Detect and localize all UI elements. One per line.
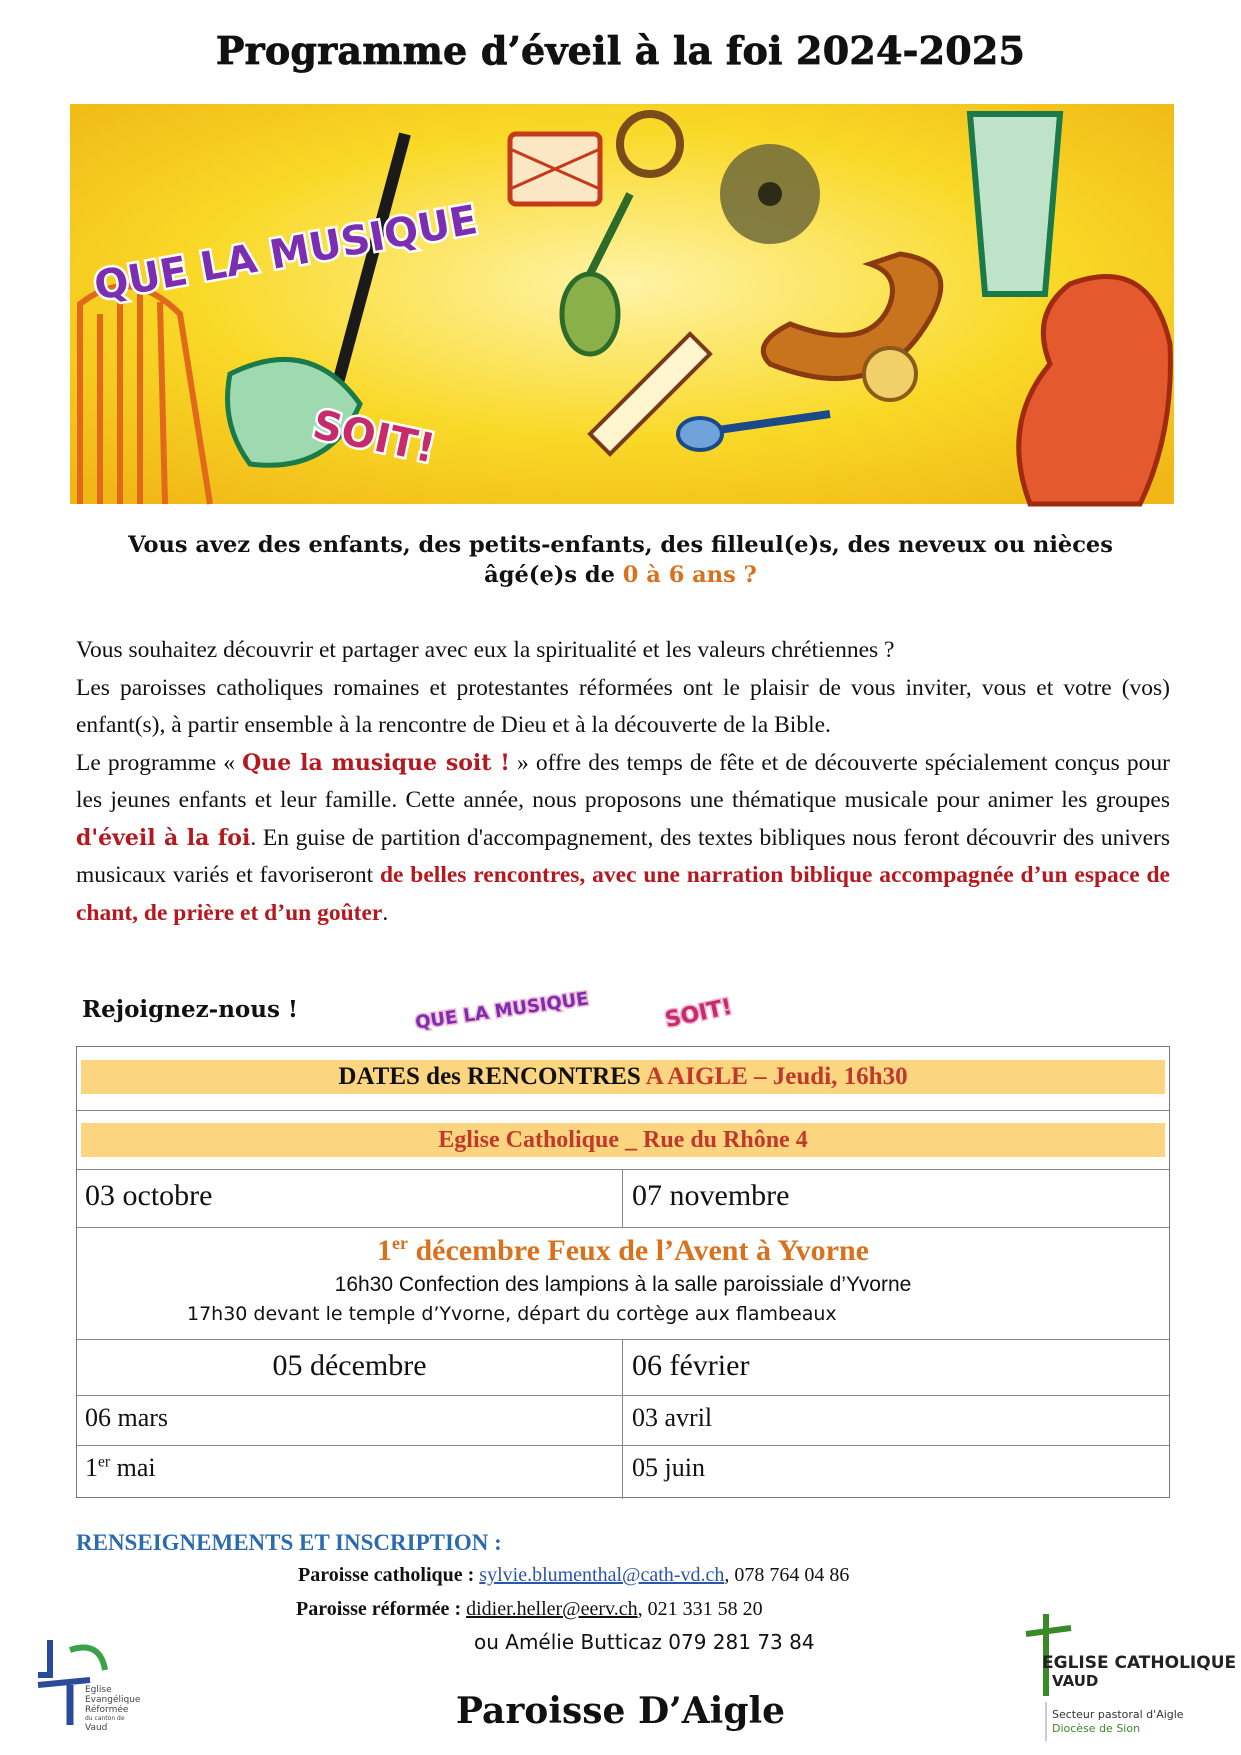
avent-detail-1: 16h30 Confection des lampions à la salle paroissiale d’Yvorne (334, 1273, 912, 1296)
body-p3: Le programme « Que la musique soit ! » offre des temps de fête et de découverte spécialement conçus pour les jeunes enfants et leur famille. Cette année, nous proposons une thématique musicale pour animer les groupes d'éveil à la foi. En guise de partition d'accompagnement, des textes bibliques nous feront découvrir des univers musicaux variés et favoriseront de belles rencontres, avec une narration biblique accompagnée d’un espace de chant, de prière et d’un goûter. (76, 749, 1170, 926)
contact-reformed: Paroisse réformée : didier.heller@eerv.ch, 021 331 58 20 (296, 1598, 763, 1620)
body-text (76, 632, 1170, 932)
date-cell: 03 avril (632, 1403, 713, 1432)
page-title: Programme d’éveil à la foi 2024-2025 (215, 28, 1026, 73)
email-link-catholic[interactable]: sylvie.blumenthal@cath-vd.ch (479, 1564, 725, 1586)
date-cell: 06 mars (85, 1403, 169, 1432)
drum-icon (510, 134, 600, 204)
email-link-reformed[interactable]: didier.heller@eerv.ch (466, 1598, 638, 1620)
contact-extra: ou Amélie Butticaz 079 281 73 84 (474, 1630, 815, 1654)
footer-title: Paroisse D’Aigle (455, 1690, 786, 1732)
eerv-logo (30, 1630, 170, 1740)
svg-text:VAUD: VAUD (1052, 1672, 1099, 1690)
banner-line2: SOIT! (308, 401, 440, 473)
svg-text:Eglise: Eglise (85, 1685, 112, 1695)
date-cell: 06 février (632, 1349, 750, 1382)
join-heading: Rejoignez-nous ! (82, 996, 299, 1023)
soit-logo-mini (660, 980, 740, 1038)
dates-table (76, 1046, 1170, 1498)
body-p1: Vous souhaitez découvrir et partager avec eux la spiritualité et les valeurs chrétiennes ? (76, 637, 895, 663)
date-cell: 05 juin (632, 1453, 705, 1482)
table-header: DATES des RENCONTRES A AIGLE – Jeudi, 16h30 (81, 1060, 1165, 1094)
date-cell: 1er mai (85, 1453, 156, 1482)
svg-text:EGLISE CATHOLIQUE: EGLISE CATHOLIQUE (1042, 1653, 1237, 1673)
info-title: RENSEIGNEMENTS ET INSCRIPTION : (76, 1530, 502, 1555)
mandolin-icon (562, 274, 618, 354)
music-logo-mini (410, 976, 600, 1034)
banner-illustration (70, 104, 1174, 504)
catholic-church-logo (1016, 1606, 1237, 1746)
svg-text:Diocèse de Sion: Diocèse de Sion (1052, 1722, 1141, 1735)
avent-title: 1er décembre Feux de l’Avent à Yvorne (377, 1233, 869, 1267)
location-row: Eglise Catholique _ Rue du Rhône 4 (81, 1123, 1165, 1157)
maracas-icon (864, 348, 916, 400)
svg-text:SOIT!: SOIT! (662, 994, 735, 1034)
date-cell: 05 décembre (272, 1349, 427, 1382)
svg-text:Vaud: Vaud (85, 1723, 108, 1733)
svg-text:du canton de: du canton de (85, 1715, 125, 1722)
rencontres-emphasis: de belles rencontres, avec une narration biblique accompagnée d’un espace de chant, de prière et d’un goûter (76, 862, 1170, 926)
avent-detail-2: 17h30 devant le temple d’Yvorne, départ du cortège aux flambeaux (187, 1303, 837, 1325)
age-range: 0 à 6 ans ? (622, 562, 757, 588)
date-cell: 07 novembre (632, 1179, 790, 1212)
svg-text:Secteur pastoral d'Aigle: Secteur pastoral d'Aigle (1052, 1708, 1184, 1721)
intro-question (60, 530, 1181, 590)
question-line1: Vous avez des enfants, des petits-enfants, des filleul(e)s, des neveux ou nièces (128, 532, 1113, 558)
body-p2: Les paroisses catholiques romaines et protestantes réformées ont le plaisir de vous inviter, vous et votre (vos) enfant(s), à partir ensemble à la rencontre de Dieu et à la découverte de la Bible. (76, 674, 1170, 738)
svg-text:QUE LA MUSIQUE: QUE LA MUSIQUE (414, 988, 590, 1034)
svg-text:Réformée: Réformée (85, 1705, 129, 1715)
date-cell: 03 octobre (85, 1179, 213, 1212)
svg-text:Evangélique: Evangélique (85, 1695, 141, 1705)
program-name: Que la musique soit ! (242, 749, 510, 776)
question-line2: âgé(e)s de 0 à 6 ans ? (484, 562, 757, 588)
eveil-emphasis: d'éveil à la foi (76, 824, 251, 851)
banner-line1: QUE LA MUSIQUE (90, 197, 481, 310)
conga-icon (970, 114, 1060, 294)
contact-catholic: Paroisse catholique : sylvie.blumenthal@cath-vd.ch, 078 764 04 86 (298, 1564, 850, 1586)
